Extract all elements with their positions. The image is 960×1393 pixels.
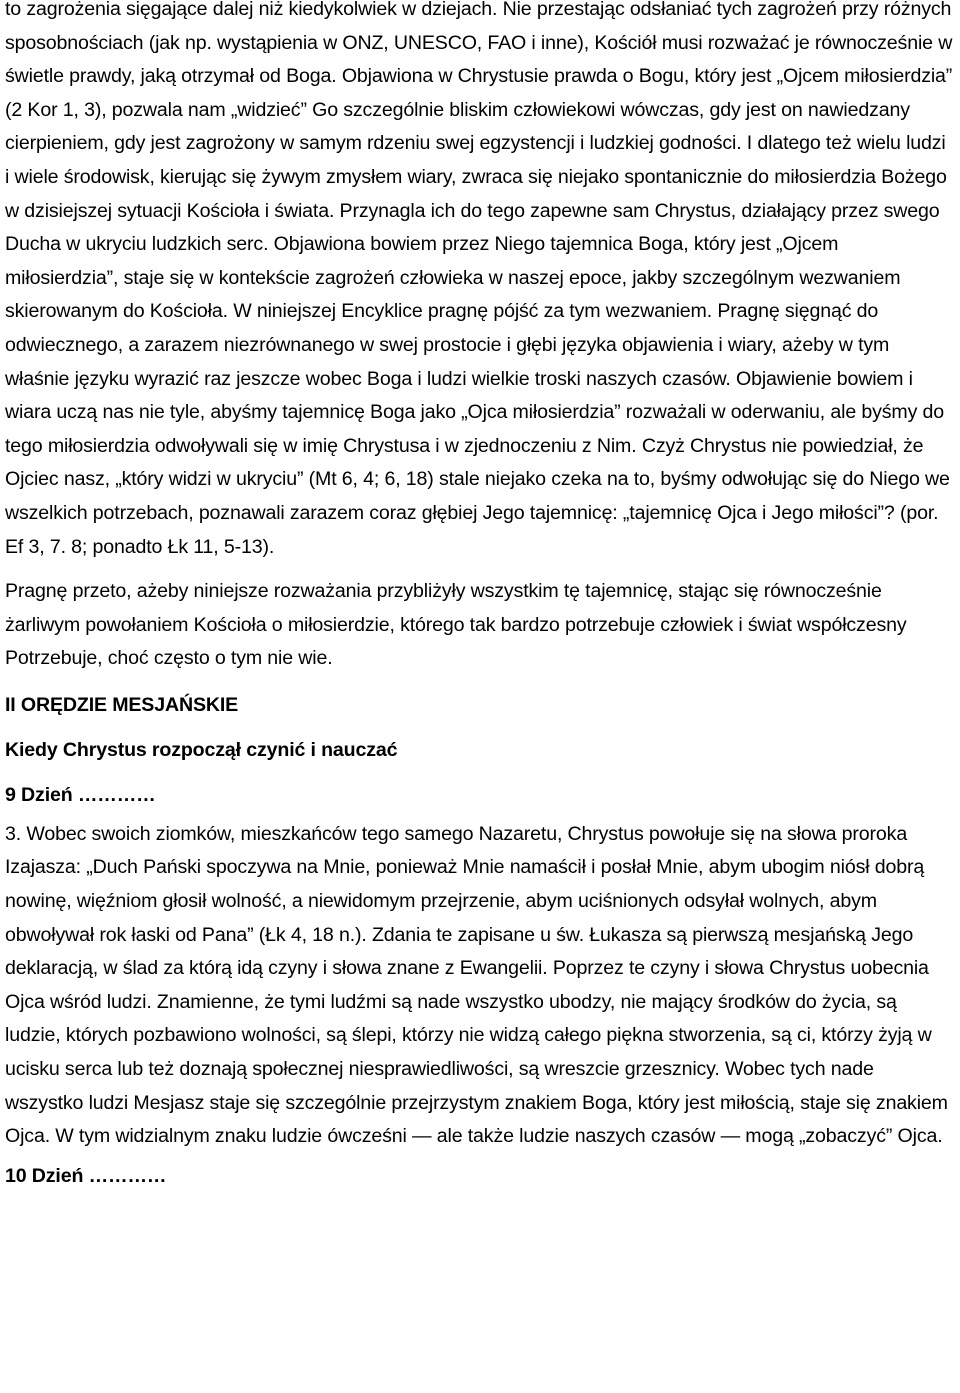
day-10-label: 10 Dzień ………… <box>5 1164 167 1187</box>
section-subtitle: Kiedy Chrystus rozpoczął czynić i nauczać <box>5 738 398 761</box>
paragraph-encyclical-aim: Pragnę przeto, ażeby niniejsze rozważania przybliżyły wszystkim tę tajemnicę, stając się równocześnie żarliwym powołaniem Kościoła o miłosierdzie, którego tak bardzo potrzebuje człowiek i świat współczesny Potrzebuje, choć często o tym nie wie. <box>5 580 907 670</box>
section-heading: II ORĘDZIE MESJAŃSKIE <box>5 693 239 716</box>
paragraph-encyclical-context: to zagrożenia sięgające dalej niż kiedykolwiek w dziejach. Nie przestając odsłaniać tych zagrożeń przy różnych sposobnościach (jak np. wystąpienia w ONZ, UNESCO, FAO i inne), Kościół musi rozważać je równocześnie w świetle prawdy, jaką otrzymał od Boga. Objawiona w Chrystusie prawda o Bogu, który jest „Ojcem miłosierdzia” (2 Kor 1, 3), pozwala nam „widzieć” Go szczególnie bliskim człowiekowi wówczas, gdy jest on nawiedzany cierpieniem, gdy jest zagrożony w samym rdzeniu swej egzystencji i ludzkiej godności. I dlatego też wielu ludzi i wiele środowisk, kierując się żywym zmysłem wiary, zwraca się niejako spontanicznie do miłosierdzia Bożego w dzisiejszej sytuacji Kościoła i świata. Przynagla ich do tego zapewne sam Chrystus, działający przez swego Ducha w ukryciu ludzkich serc. Objawiona bowiem przez Niego tajemnica Boga, który jest „Ojcem miłosierdzia”, staje się w kontekście zagrożeń człowieka w naszej epoce, jakby szczególnym wezwaniem skierowanym do Kościoła. W niniejszej Encyklice pragnę pójść za tym wezwaniem. Pragnę sięgnąć do odwiecznego, a zarazem niezrównanego w swej prostocie i głębi języka objawienia i wiary, ażeby w tym właśnie języku wyrazić raz jeszcze wobec Boga i ludzi wielkie troski naszych czasów. Objawienie bowiem i wiara uczą nas nie tyle, abyśmy tajemnicę Boga jako „Ojca miłosierdzia” rozważali w oderwaniu, ale byśmy do tego miłosierdzia odwoływali się w imię Chrystusa i w zjednoczeniu z Nim. Czyż Chrystus nie powiedział, że Ojciec nasz, „który widzi w ukryciu” (Mt 6, 4; 6, 18) stale niejako czeka na to, byśmy odwołując się do Niego we wszelkich potrzebach, poznawali zarazem coraz głębiej Jego tajemnicę: „tajemnicę Ojca i Jego miłości”? (por. Ef 3, 7. 8; ponadto Łk 11, 5-13). <box>5 0 953 558</box>
day-9-label: 9 Dzień ………… <box>5 783 156 806</box>
paragraph-3: 3. Wobec swoich ziomków, mieszkańców tego samego Nazaretu, Chrystus powołuje się na słowa proroka Izajasza: „Duch Pański spoczywa na Mnie, ponieważ Mnie namaścił i posłał Mnie, abym ubogim niósł dobrą nowinę, więźniom głosił wolność, a niewidomym przejrzenie, abym uciśnionych odsyłał wolnych, abym obwoływał rok łaski od Pana” (Łk 4, 18 n.). Zdania te zapisane u św. Łukasza są pierwszą mesjańską Jego deklaracją, w ślad za którą idą czyny i słowa znane z Ewangelii. Poprzez te czyny i słowa Chrystus uobecnia Ojca wśród ludzi. Znamienne, że tymi ludźmi są nade wszystko ubodzy, nie mający środków do życia, są ludzie, których pozbawiono wolności, są ślepi, którzy nie widzą całego piękna stworzenia, są ci, którzy żyją w ucisku serca lub też doznają społecznej niesprawiedliwości, są wreszcie grzesznicy. Wobec tych nade wszystko ludzi Mesjasz staje się szczególnie przejrzystym znakiem Boga, który jest miłością, staje się znakiem Ojca. W tym widzialnym znaku ludzie ówcześni — ale także ludzie naszych czasów — mogą „zobaczyć” Ojca. <box>5 822 948 1148</box>
document-page <box>5 0 955 1199</box>
